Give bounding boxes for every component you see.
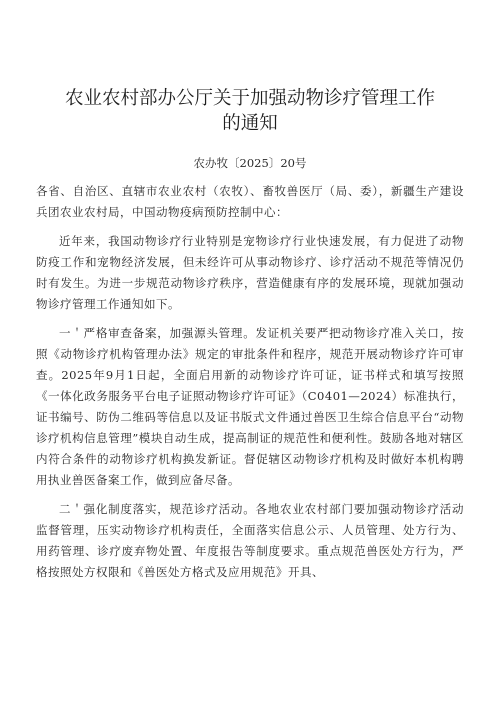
document-title bbox=[36, 86, 464, 136]
paragraph-section-2: 二＇强化制度落实，规范诊疗活动。各地农业农村部门要加强动物诊疗活动监督管理，压实动物诊疗机构责任，全面落实信息公示、人员管理、处方行为、用药管理、诊疗废弃物处置、年度报告等制度要求。重点规范兽医处方行为，严格按照处方权限和《兽医处方格式及应用规范》开具、 bbox=[36, 502, 464, 579]
document-title-line-2: 的通知 bbox=[222, 113, 278, 134]
document-number: 农办牧〔2025〕20号 bbox=[193, 156, 307, 170]
addressee-list: 各省、自治区、直辖市农业农村（农牧）、畜牧兽医厅（局、委），新疆生产建设兵团农业农村局，中国动物疫病预防控制中心： bbox=[36, 184, 464, 219]
paragraph-section-1: 一＇严格审查备案，加强源头管理。发证机关要严把动物诊疗准入关口，按照《动物诊疗机构管理办法》规定的审批条件和程序，规范开展动物诊疗许可审查。2025年9月1日起，全面启用新的动物诊疗许可证，证书样式和填写按照《一体化政务服务平台电子证照动物诊疗许可证》（C0401—2024）标准执行，证书编号、防伪二维码等信息以及证书版式文件通过兽医卫生综合信息平台“动物诊疗机构信息管理”模块自动生成，提高制证的规范性和便利性。鼓励各地对辖区内符合条件的动物诊疗机构换发新证。督促辖区动物诊疗机构及时做好本机构聘用执业兽医备案工作，做到应备尽备。 bbox=[36, 326, 464, 487]
document-title-line-1: 农业农村部办公厅关于加强动物诊疗管理工作 bbox=[64, 88, 435, 109]
paragraph-intro: 近年来，我国动物诊疗行业特别是宠物诊疗行业快速发展，有力促进了动物防疫工作和宠物经济发展，但未经许可从事动物诊疗、诊疗活动不规范等情况仍时有发生。为进一步规范动物诊疗秩序，营造健康有序的发展环境，现就加强动物诊疗管理工作通知如下。 bbox=[36, 234, 464, 311]
